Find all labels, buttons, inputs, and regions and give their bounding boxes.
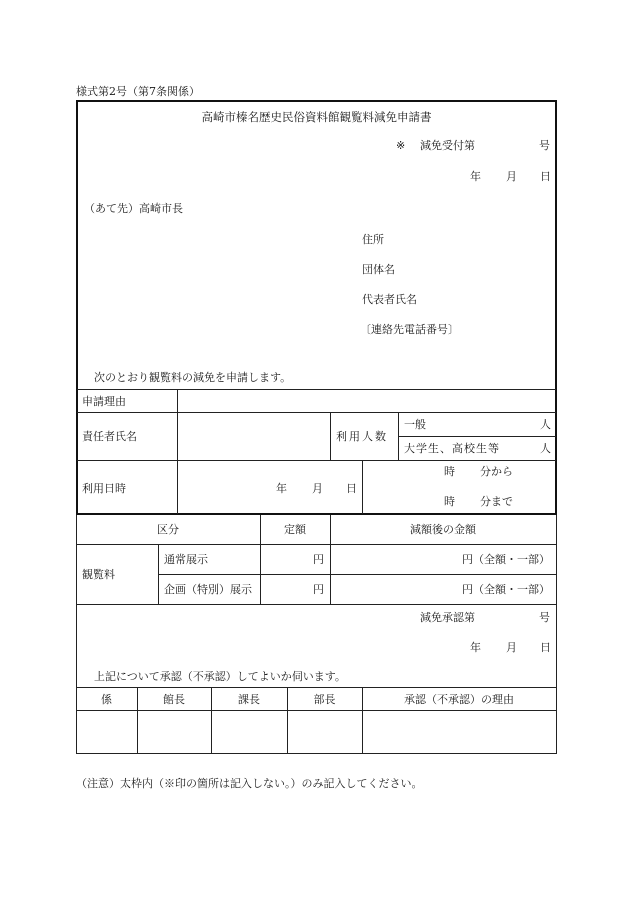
- divider: [398, 436, 556, 437]
- approval-col-department-head: 部長: [313, 693, 336, 706]
- end-hour: 時: [444, 495, 455, 508]
- date-year: 年: [470, 170, 481, 183]
- datetime-day: 日: [346, 482, 357, 495]
- students-unit: 人: [540, 442, 551, 455]
- datetime-year: 年: [276, 482, 287, 495]
- form-number: 様式第2号（第7条関係）: [76, 85, 200, 98]
- responsible-label: 責任者氏名: [82, 430, 137, 443]
- general-unit: 人: [540, 418, 551, 431]
- responsible-field[interactable]: [180, 414, 328, 458]
- header-fixed: 定額: [284, 523, 306, 536]
- students-label: 大学生、高校生等: [404, 442, 500, 455]
- divider: [77, 412, 556, 413]
- approval-col-section-chief: 課長: [238, 693, 260, 706]
- date-day: 日: [540, 170, 551, 183]
- footer-note: （注意）太枠内（※印の箇所は記入しない。）のみ記入してください。: [76, 777, 423, 790]
- divider: [76, 710, 557, 711]
- approval-col-director: 館長: [163, 693, 185, 706]
- divider: [330, 412, 331, 460]
- header-after: 減額後の金額: [410, 523, 476, 536]
- divider: [77, 460, 556, 461]
- general-label: 一般: [404, 418, 426, 431]
- divider: [76, 544, 557, 545]
- start-minute-from: 分から: [480, 465, 513, 478]
- divider: [362, 460, 363, 514]
- receipt-label: 減免受付第: [420, 139, 475, 152]
- divider: [76, 687, 557, 688]
- approval-sentence: 上記について承認（不承認）してよいか伺います。: [94, 670, 346, 683]
- reason-label: 申請理由: [82, 395, 126, 408]
- divider: [556, 604, 557, 753]
- fee-row-after: 円（全額・一部）: [462, 583, 550, 596]
- addressee: （あて先）高崎市長: [84, 202, 183, 215]
- divider: [76, 604, 77, 753]
- fee-row-after: 円（全額・一部）: [462, 553, 550, 566]
- fee-row-label: 観覧料: [82, 568, 115, 581]
- applicant-address-label: 住所: [362, 233, 384, 246]
- receipt-suffix: 号: [539, 139, 550, 152]
- fee-row-name: 企画（特別）展示: [164, 583, 252, 596]
- form-title: 高崎市榛名歴史民俗資料館観覧料減免申請書: [201, 110, 432, 124]
- divider: [76, 604, 557, 605]
- receipt-mark: ※: [396, 139, 406, 152]
- date-month: 月: [506, 170, 517, 183]
- approval-year: 年: [470, 641, 481, 654]
- divider: [556, 515, 557, 604]
- approval-month: 月: [506, 641, 517, 654]
- users-label: 利用人数: [336, 430, 388, 443]
- approval-day: 日: [540, 641, 551, 654]
- approval-col-clerk: 係: [101, 693, 112, 706]
- header-category: 区分: [157, 523, 179, 536]
- request-sentence: 次のとおり観覧料の減免を申請します。: [94, 371, 292, 384]
- applicant-phone-label: 〔連絡先電話番号〕: [360, 323, 459, 336]
- fee-row-name: 通常展示: [164, 553, 208, 566]
- reason-field[interactable]: [180, 391, 554, 410]
- end-minute-until: 分まで: [480, 495, 513, 508]
- approval-label: 減免承認第: [420, 611, 475, 624]
- datetime-label: 利用日時: [82, 482, 126, 495]
- start-hour: 時: [444, 465, 455, 478]
- divider: [158, 574, 557, 575]
- fee-row-yen: 円: [313, 583, 324, 596]
- applicant-group-label: 団体名: [362, 263, 395, 276]
- divider: [398, 412, 399, 460]
- fee-row-yen: 円: [313, 553, 324, 566]
- approval-suffix: 号: [539, 611, 550, 624]
- divider: [76, 753, 557, 754]
- divider: [158, 544, 159, 604]
- divider: [177, 389, 178, 514]
- divider: [77, 389, 556, 390]
- datetime-month: 月: [312, 482, 323, 495]
- applicant-representative-label: 代表者氏名: [362, 293, 417, 306]
- approval-col-reason: 承認（不承認）の理由: [404, 693, 514, 706]
